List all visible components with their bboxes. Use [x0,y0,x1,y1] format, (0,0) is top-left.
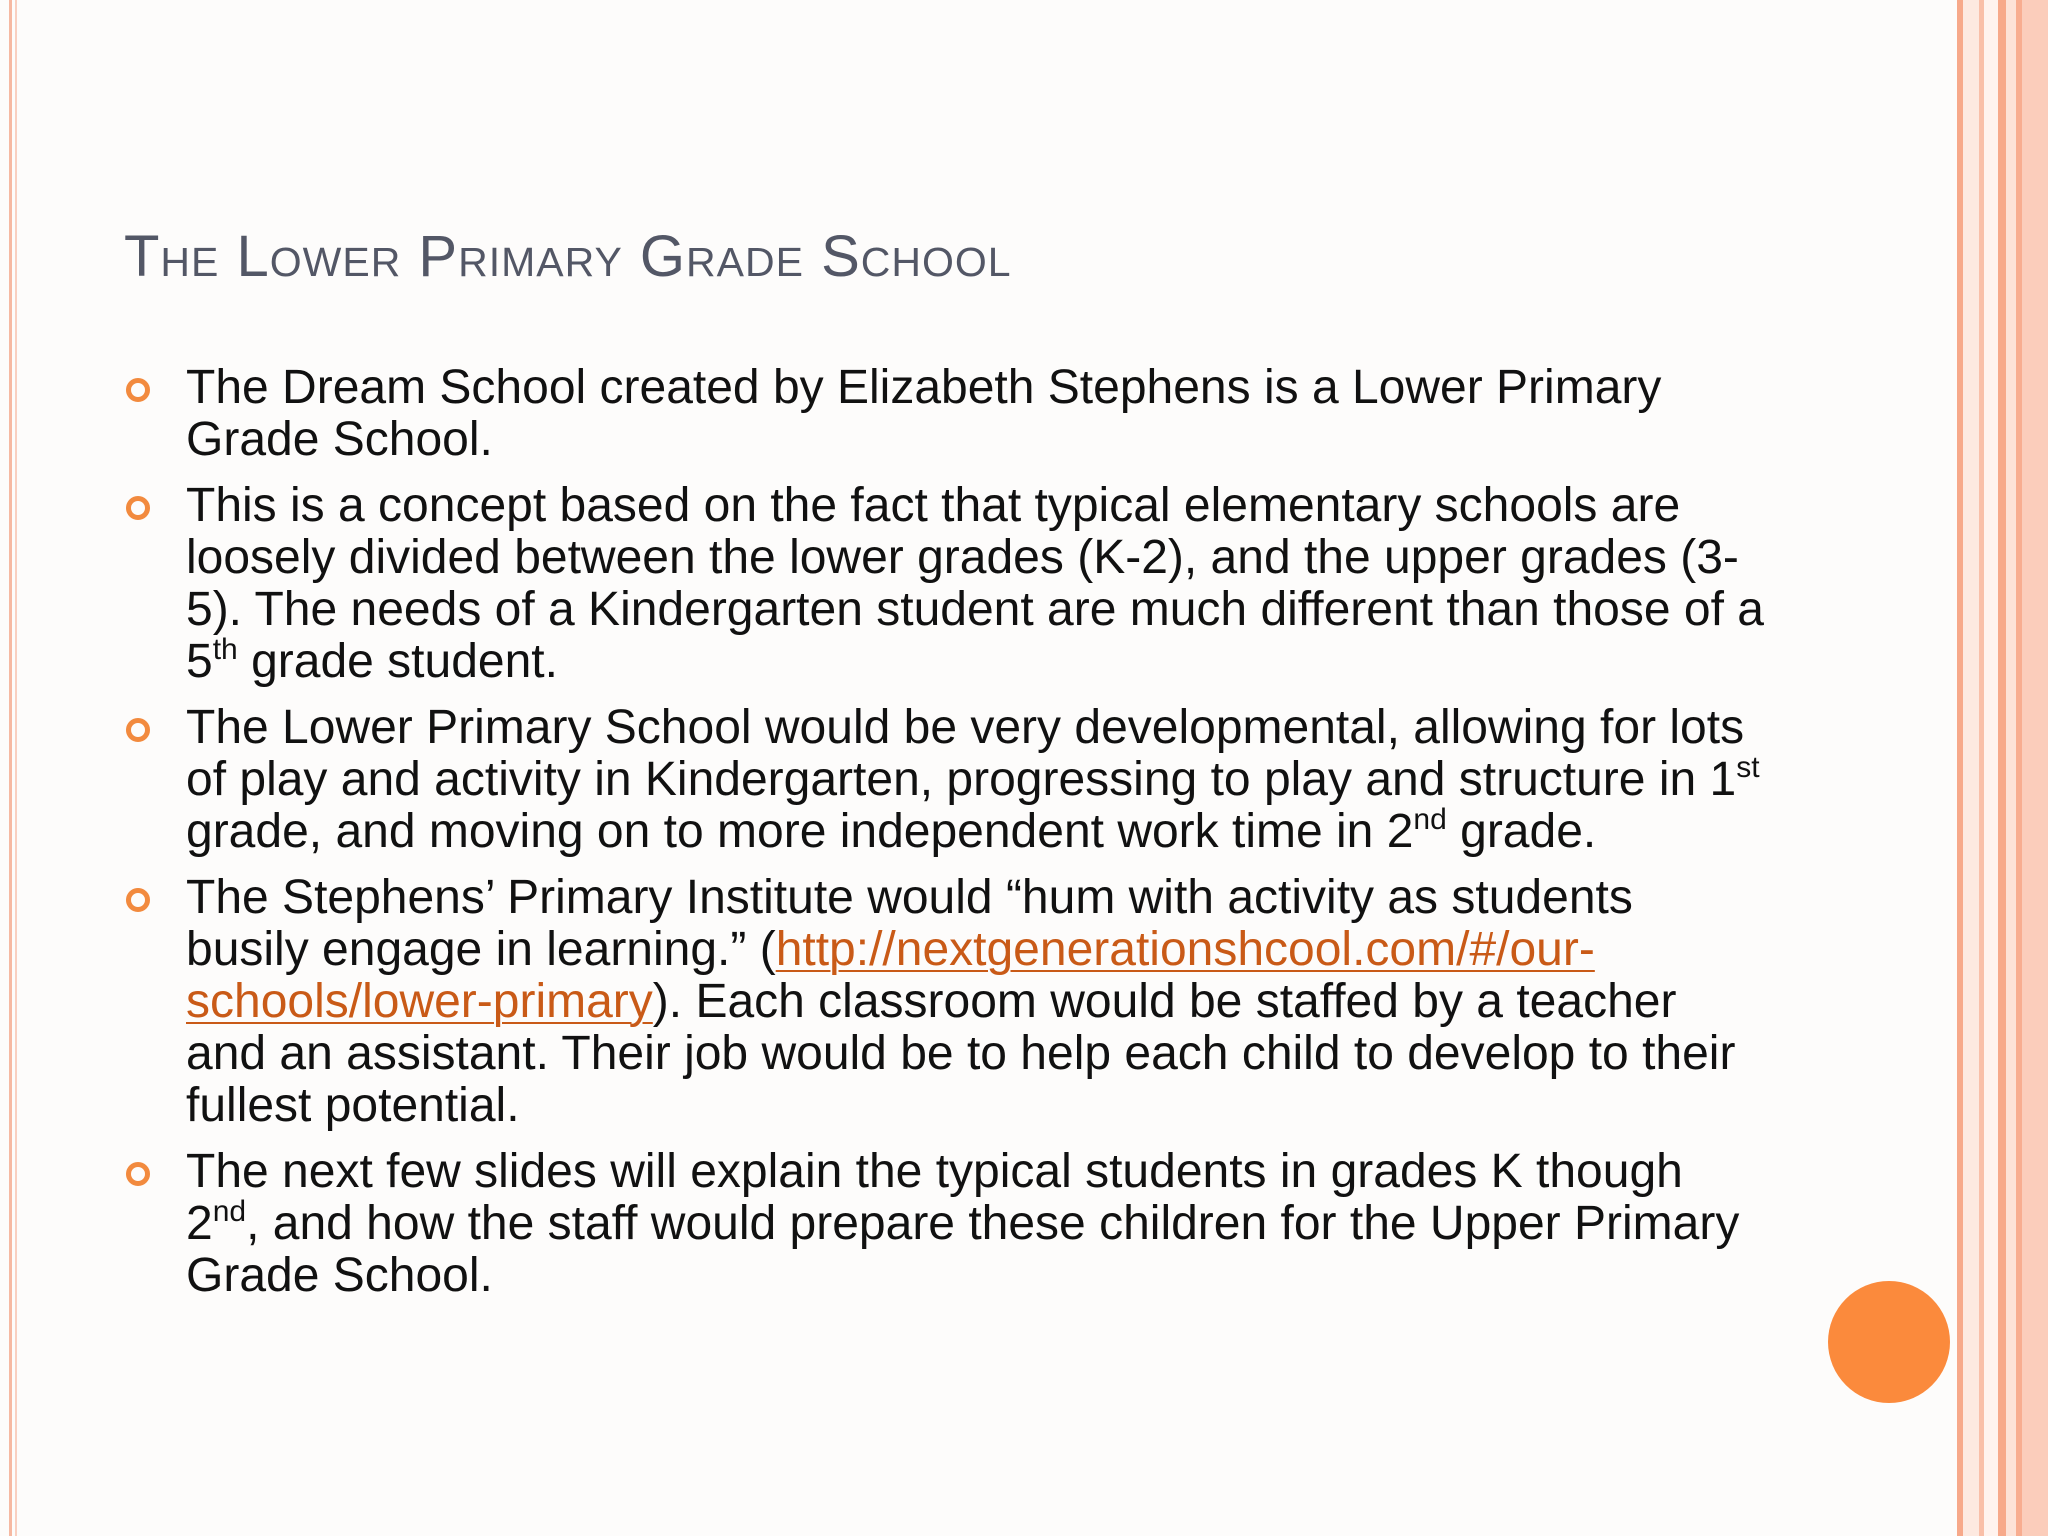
bullet-text: ). Each classroom would be staffed by a teacher and an assistant. Their job would be to help each child to develop to their fullest potential. [186,975,1736,1132]
hollow-circle-bullet-icon [126,378,150,402]
bullet-text: , and how the staff would prepare these children for the Upper Primary Grade School. [186,1197,1740,1302]
bullet-text: grade, and moving on to more independent work time in 2 [186,805,1414,858]
slide-title: The Lower Primary Grade School [124,224,1012,289]
orange-circle-decoration [1828,1281,1950,1403]
hollow-circle-bullet-icon [126,1162,150,1186]
bullet-text: grade student. [237,635,558,688]
left-border-line-inner [15,0,17,1536]
bullet-item-2 [126,480,1766,688]
right-border-stripe [1984,0,1998,1536]
ordinal-suffix: nd [1413,803,1447,836]
right-border-stripe [1998,0,2006,1536]
source-link[interactable]: http://nextgenerationshcool.com/#/our-schools/lower-primary [186,923,1595,1028]
hollow-circle-bullet-icon [126,888,150,912]
ordinal-suffix: th [212,633,238,666]
bullet-text: The Dream School created by Elizabeth Stephens is a Lower Primary Grade School. [186,361,1662,466]
bullet-list [126,362,1766,1316]
hollow-circle-bullet-icon [126,496,150,520]
bullet-text: grade. [1446,805,1597,858]
ordinal-suffix: st [1736,751,1760,784]
right-border-stripe [1963,0,1979,1536]
bullet-text: The next few slides will explain the typical students in grades K though 2 [186,1145,1683,1250]
bullet-item-5 [126,1146,1766,1302]
hollow-circle-bullet-icon [126,718,150,742]
bullet-item-3 [126,702,1766,858]
right-border-stripe [2022,0,2048,1536]
ordinal-suffix: nd [212,1195,247,1228]
bullet-text: The Lower Primary School would be very developmental, allowing for lots of play and activity in Kindergarten, progressing to play and structure in 1 [186,701,1745,806]
bullet-text: This is a concept based on the fact that typical elementary schools are loosely divided between the lower grades (K-2), and the upper grades (3-5). The needs of a Kindergarten student are much different than those of a 5 [186,479,1764,688]
bullet-text: The Stephens’ Primary Institute would “hum with activity as students busily engage in learning.” ( [186,871,1633,976]
bullet-item-1 [126,362,1766,466]
left-border-line [9,0,12,1536]
bullet-item-4 [126,872,1766,1132]
right-border-stripe [2006,0,2016,1536]
